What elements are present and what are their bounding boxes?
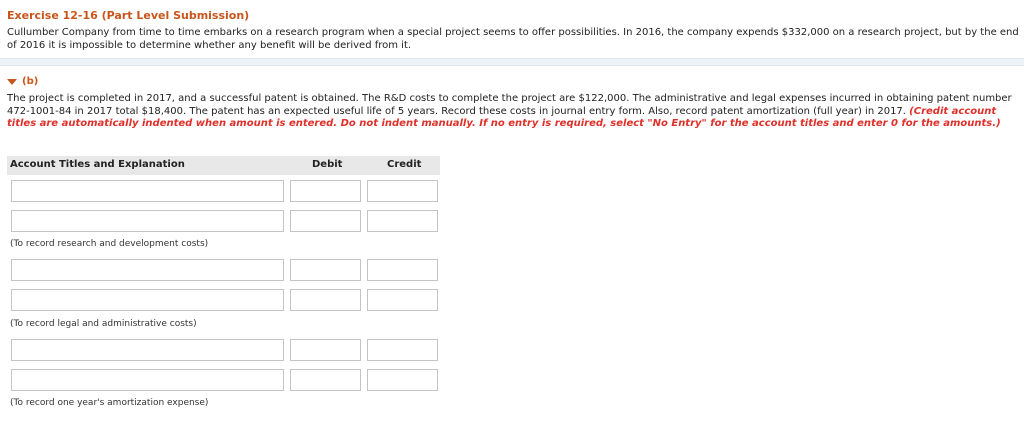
part-b-toggle[interactable] bbox=[7, 76, 38, 87]
entry3-line2-debit-input[interactable] bbox=[290, 369, 361, 391]
header-account-titles: Account Titles and Explanation bbox=[10, 159, 185, 170]
header-debit: Debit bbox=[312, 159, 343, 170]
journal-table-header bbox=[7, 156, 440, 175]
entry1-line1-credit-input[interactable] bbox=[367, 180, 438, 202]
header-credit: Credit bbox=[387, 159, 422, 170]
entry3-line2-account-input[interactable] bbox=[11, 369, 284, 391]
entry2-line2-credit-input[interactable] bbox=[367, 289, 438, 311]
entry2-line1-account-input[interactable] bbox=[11, 259, 284, 281]
entry3-line1-credit-input[interactable] bbox=[367, 339, 438, 361]
section-divider bbox=[0, 58, 1024, 66]
entry2-line2-account-input[interactable] bbox=[11, 289, 284, 311]
entry2-line2-debit-input[interactable] bbox=[290, 289, 361, 311]
part-label: (b) bbox=[22, 76, 39, 87]
entry3-line1-account-input[interactable] bbox=[11, 339, 284, 361]
entry3-note: (To record one year's amortization expense) bbox=[10, 398, 209, 408]
caret-down-icon bbox=[7, 79, 17, 85]
part-question bbox=[7, 93, 1019, 131]
entry1-line1-account-input[interactable] bbox=[11, 180, 284, 202]
exercise-intro: Cullumber Company from time to time embarks on a research program when a special project seems to offer possibilities. In 2016, the company expends $332,000 on a research project, but by the end of 2016 it is impossible to determine whether any benefit will be derived from it. bbox=[7, 27, 1019, 51]
entry2-note: (To record legal and administrative costs) bbox=[10, 319, 197, 329]
entry1-line2-credit-input[interactable] bbox=[367, 210, 438, 232]
entry1-note: (To record research and development costs) bbox=[10, 239, 209, 249]
entry1-line2-debit-input[interactable] bbox=[290, 210, 361, 232]
entry2-line1-debit-input[interactable] bbox=[290, 259, 361, 281]
entry1-line2-account-input[interactable] bbox=[11, 210, 284, 232]
question-instruction: (Credit account titles are automatically indented when amount is entered. Do not indent manually. If no entry is required, select "No Entry" for the account titles and enter 0 for the amounts.) bbox=[7, 105, 1001, 129]
entry2-line1-credit-input[interactable] bbox=[367, 259, 438, 281]
entry1-line1-debit-input[interactable] bbox=[290, 180, 361, 202]
question-text: The project is completed in 2017, and a successful patent is obtained. The R&D costs to complete the project are $122,000. The administrative and legal expenses incurred in obtaining patent number 472-1001-84 in 2017 total $18,400. The patent has an expected useful life of 5 years. Record these costs in journal entry form. Also, record patent amortization (full year) in 2017. bbox=[7, 93, 1012, 117]
exercise-title: Exercise 12-16 (Part Level Submission) bbox=[7, 9, 250, 22]
entry3-line1-debit-input[interactable] bbox=[290, 339, 361, 361]
entry3-line2-credit-input[interactable] bbox=[367, 369, 438, 391]
